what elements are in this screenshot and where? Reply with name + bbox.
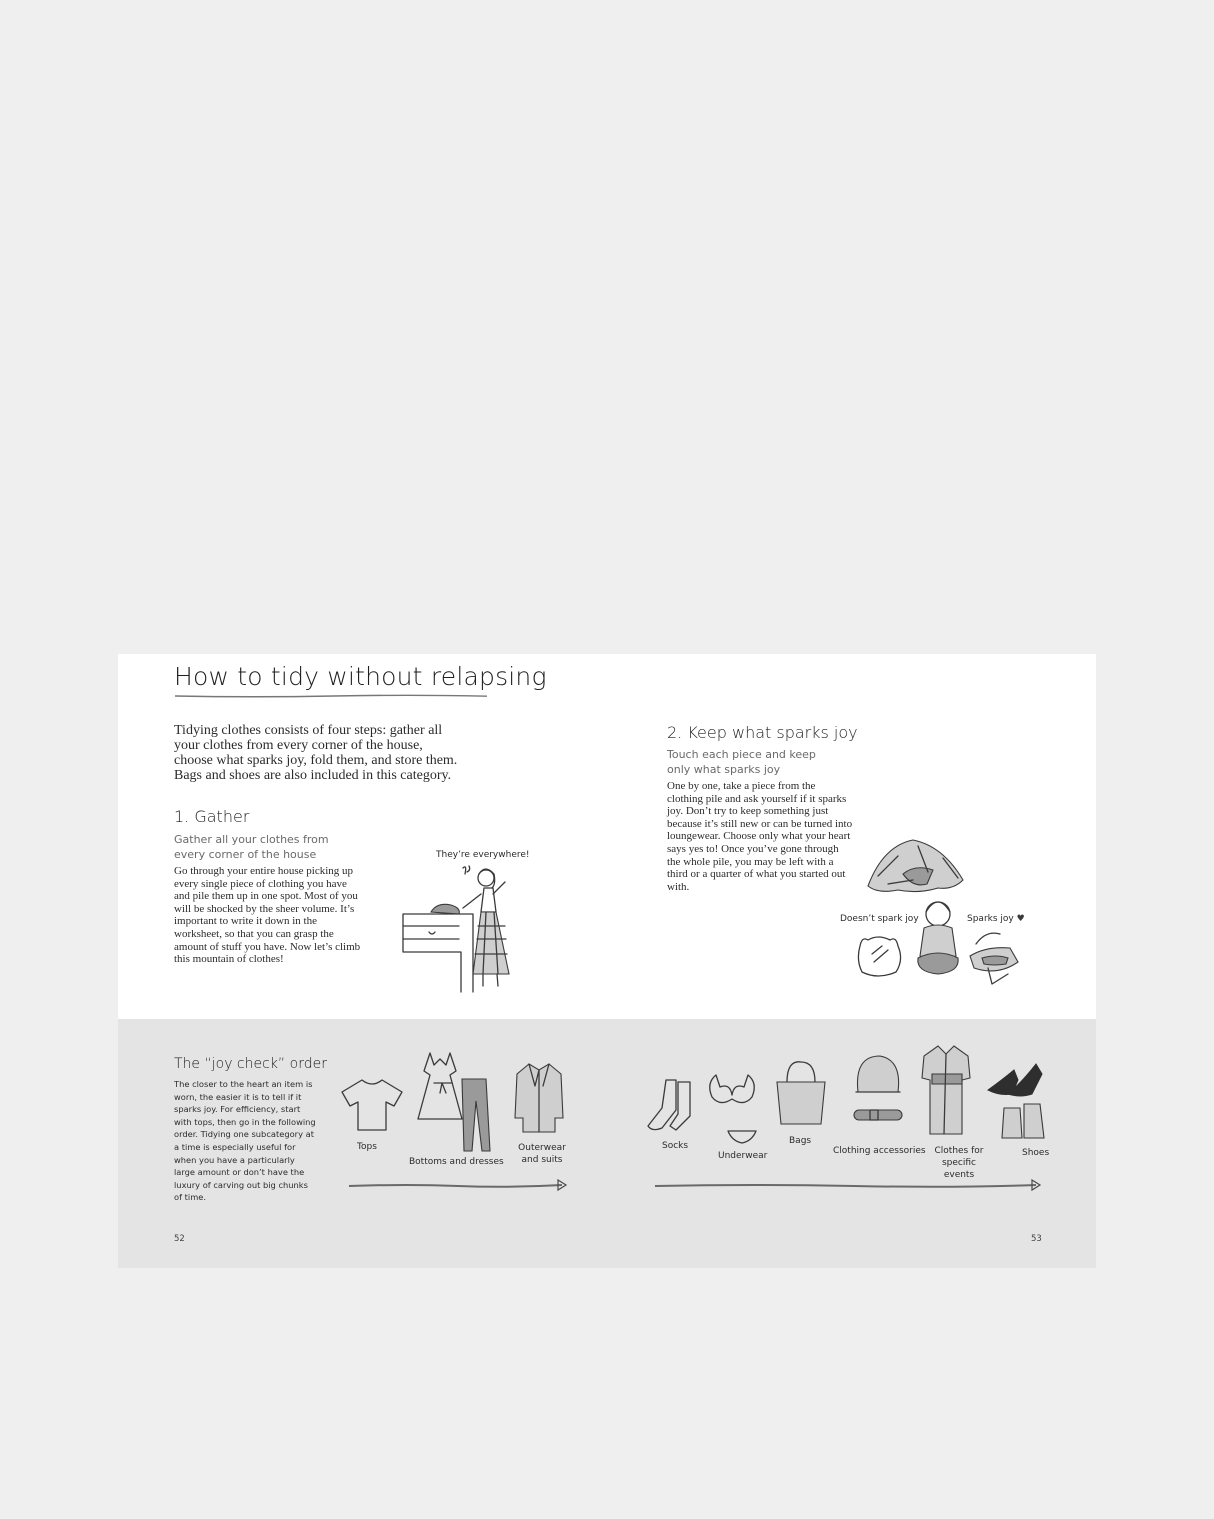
socks-illustration xyxy=(646,1078,694,1134)
item-underwear: Underwear xyxy=(718,1151,768,1161)
book-spread xyxy=(118,654,1096,1268)
item-outerwear-suits: Outerwear and suits xyxy=(518,1143,566,1165)
shoes-illustration xyxy=(984,1054,1058,1142)
step1-body: Go through your entire house picking up every single piece of clothing you have and pile them up in one spot. Most of you will be shocked by the sheer volume. It’s important to write it down in the worksheet, so that you can grasp the amount of stuff you have. Now let’s climb this mountain of clothes! xyxy=(174,865,361,966)
specific-events-illustration xyxy=(922,1044,972,1136)
item-tops: Tops xyxy=(357,1142,377,1152)
item-socks: Socks xyxy=(662,1141,689,1151)
step2-subheading: Touch each piece and keep only what sparks joy xyxy=(667,748,816,776)
arrow-right-icon xyxy=(348,1178,570,1192)
item-clothing-accessories: Clothing accessories xyxy=(833,1146,926,1156)
item-clothes-specific-events: Clothes for specific events xyxy=(934,1146,984,1180)
joy-check-body: The closer to the heart an item is worn, the easier it is to tell if it sparks joy. For efficiency, start with tops, then go in the following order. Tidying one subcategory at a time is especially useful for when you have a particularly large amount or don’t have the luxury of carving out big chunks of time. xyxy=(174,1079,316,1203)
label-sparks-joy xyxy=(967,913,1025,925)
step1-heading: 1. Gather xyxy=(174,807,250,826)
page-number-right: 53 xyxy=(1031,1234,1042,1244)
label-sparks-joy-text: Sparks joy xyxy=(967,914,1014,924)
joy-check-heading: The “joy check” order xyxy=(174,1056,327,1072)
tops-illustration xyxy=(340,1076,404,1134)
bags-illustration xyxy=(775,1060,827,1126)
intro-paragraph: Tidying clothes consists of four steps: gather all your clothes from every corner of the house, choose what sparks joy, fold them, and store them. Bags and shoes are also included in this category. xyxy=(174,723,458,783)
item-bottoms-dresses: Bottoms and dresses xyxy=(409,1157,504,1167)
page-title: How to tidy without relapsing xyxy=(174,662,547,691)
step2-body: One by one, take a piece from the clothing pile and ask yourself if it sparks joy. Don’t try to keep something just because it’s still new or can be turned into loungewear. Choose only what your heart says yes to! Once you’ve gone through the whole pile, you may be left with a third or a quarter of what you started out with. xyxy=(667,780,853,893)
page-number-left: 52 xyxy=(174,1234,185,1244)
bottoms-dresses-illustration xyxy=(412,1049,502,1149)
gather-illustration xyxy=(401,864,526,994)
title-underline xyxy=(174,694,488,698)
outerwear-illustration xyxy=(513,1062,565,1134)
step1-subheading: Gather all your clothes from every corner of the house xyxy=(174,833,329,861)
clothing-accessories-illustration xyxy=(850,1054,904,1132)
item-shoes: Shoes xyxy=(1022,1148,1050,1158)
step1-illustration-caption: They’re everywhere! xyxy=(436,850,530,860)
item-bags: Bags xyxy=(789,1136,812,1146)
arrow-right-icon xyxy=(654,1178,1044,1192)
step2-heading: 2. Keep what sparks joy xyxy=(667,723,858,742)
underwear-illustration xyxy=(706,1067,756,1145)
label-doesnt-spark-joy: Doesn’t spark joy xyxy=(840,914,919,924)
heart-icon: ♥ xyxy=(1016,914,1025,924)
